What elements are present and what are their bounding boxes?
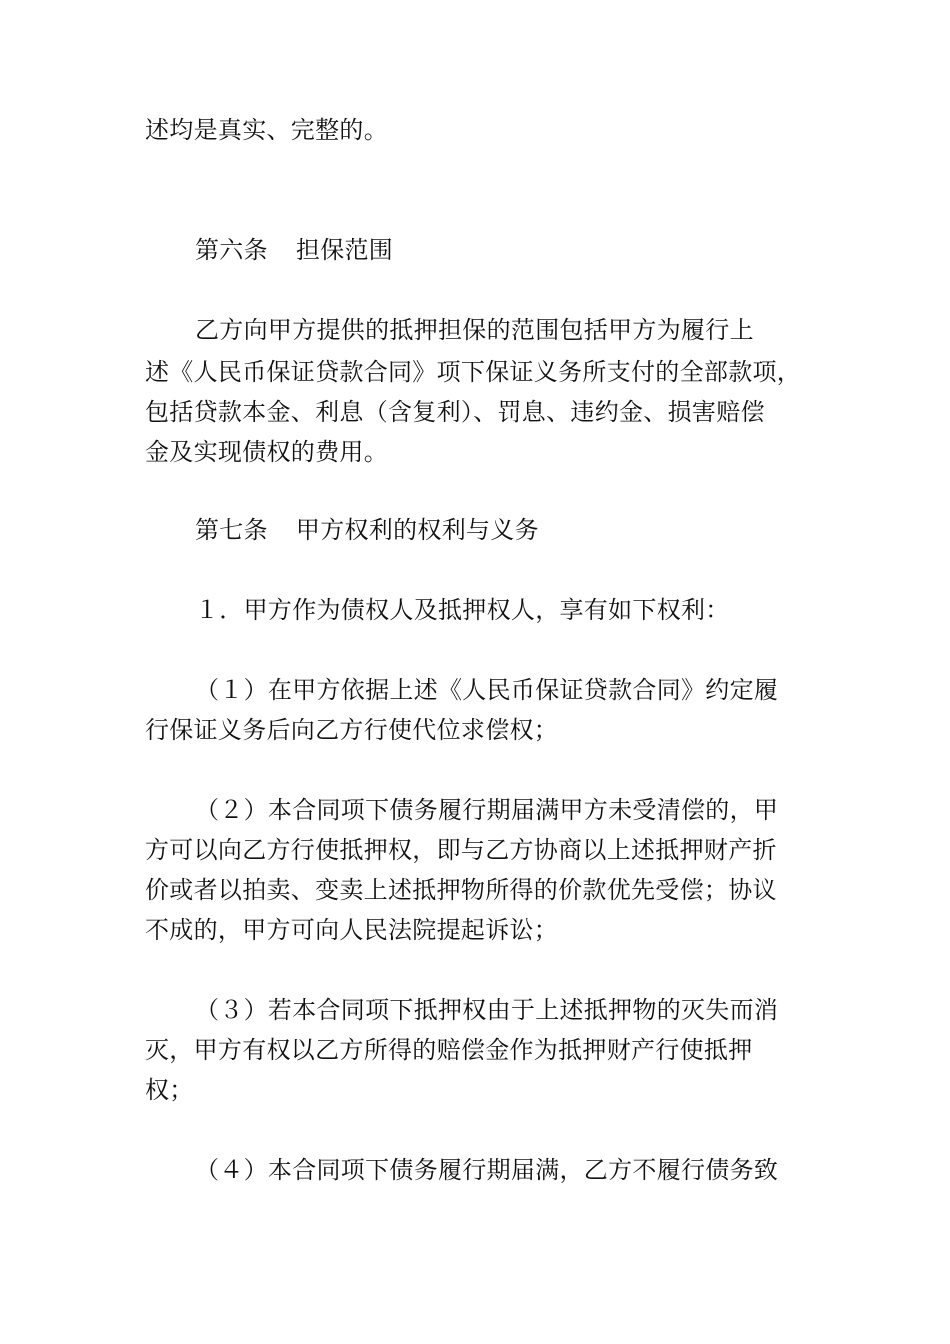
article-7-sub-4-line-1: （４）本合同项下债务履行期届满，乙方不履行债务致 — [195, 1156, 779, 1184]
article-6-title: 担保范围 — [295, 236, 394, 264]
article-7-sub-1-line-1: （１）在甲方依据上述《人民币保证贷款合同》约定履 — [195, 676, 779, 704]
article-7-heading — [195, 513, 860, 547]
article-6-line-3: 包括贷款本金、利息（含复利）、罚息、违约金、损害赔偿 — [145, 398, 765, 426]
article-7-sub-2-line-4: 不成的，甲方可向人民法院提起诉讼； — [145, 916, 559, 944]
article-7-sub-2-line-2: 方可以向乙方行使抵押权，即与乙方协商以上述抵押财产折 — [145, 836, 777, 864]
article-7-item-1: １．甲方作为债权人及抵押权人，享有如下权利： — [195, 596, 730, 624]
article-7-sub-1-line-2: 行保证义务后向乙方行使代位求偿权； — [145, 716, 559, 744]
article-6-heading — [195, 233, 860, 267]
article-7-sub-3-line-3: 权； — [145, 1076, 194, 1104]
article-7-sub-3-line-1: （３）若本合同项下抵押权由于上述抵押物的灭失而消 — [195, 996, 779, 1024]
article-7-sub-2-line-3: 价或者以拍卖、变卖上述抵押物所得的价款优先受偿；协议 — [145, 876, 777, 904]
article-6-number: 第六条 — [195, 236, 268, 264]
article-6-line-1: 乙方向甲方提供的抵押担保的范围包括甲方为履行上 — [195, 316, 754, 344]
article-7-title: 甲方权利的权利与义务 — [295, 516, 539, 544]
article-7-sub-2-line-1: （２）本合同项下债务履行期届满甲方未受清偿的，甲 — [195, 796, 779, 824]
paragraph-fragment: 述均是真实、完整的。 — [145, 116, 388, 144]
article-7-number: 第七条 — [195, 516, 268, 544]
article-6-line-4: 金及实现债权的费用。 — [145, 438, 388, 466]
article-6-line-2: 述《人民币保证贷款合同》项下保证义务所支付的全部款项， — [145, 358, 802, 386]
article-7-sub-3-line-2: 灭，甲方有权以乙方所得的赔偿金作为抵押财产行使抵押 — [145, 1036, 753, 1064]
